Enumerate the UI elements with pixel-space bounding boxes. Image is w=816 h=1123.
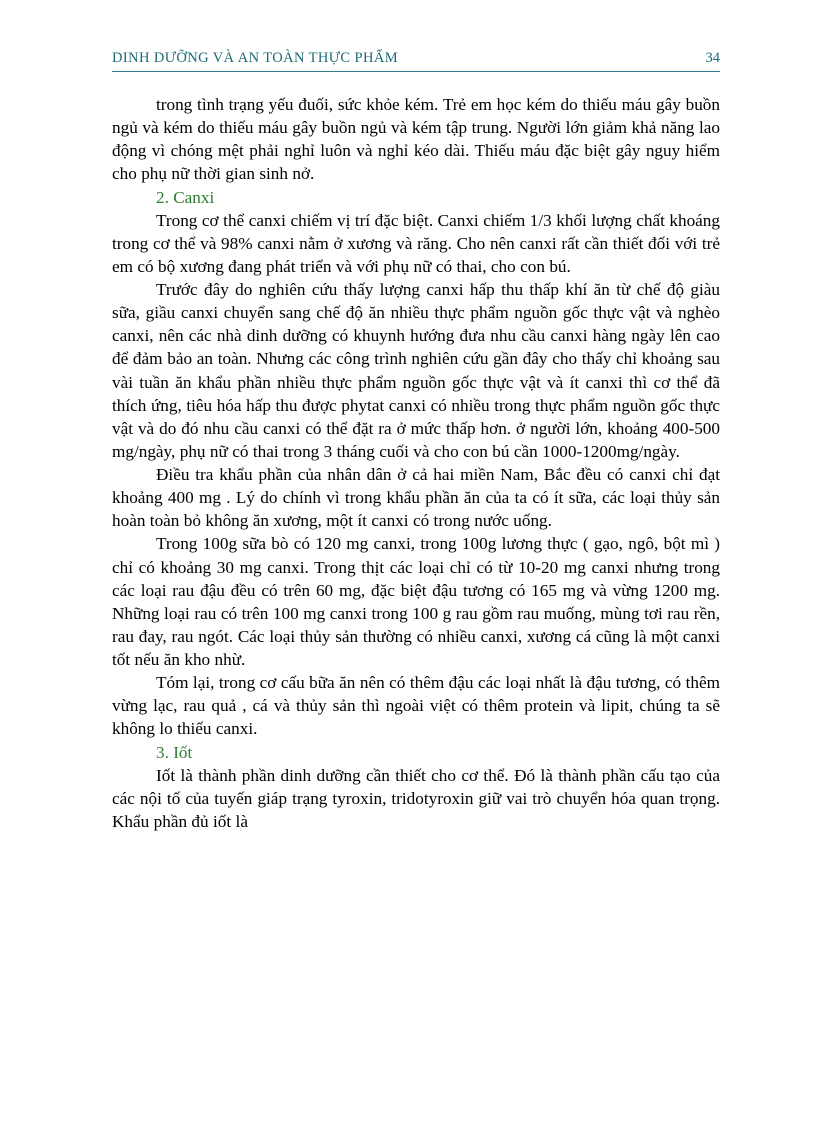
page-header bbox=[112, 50, 720, 72]
header-title: DINH DƯỠNG VÀ AN TOÀN THỰC PHẨM bbox=[112, 50, 398, 66]
paragraph: Tóm lại, trong cơ cấu bữa ăn nên có thêm đậu các loại nhất là đậu tương, có thêm vừng lạc, rau quả , cá và thủy sản thì ngoài việt có thêm protein và lipit, chúng ta sẽ không lo thiếu canxi. bbox=[112, 673, 720, 739]
page-content bbox=[112, 50, 720, 833]
header-page-number: 34 bbox=[705, 50, 720, 66]
paragraph: Trước đây do nghiên cứu thấy lượng canxi hấp thu thấp khí ăn từ chế độ giàu sữa, giầu canxi chuyển sang chế độ ăn nhiều thực phẩm nguồn gốc thực vật và nghèo canxi, nên các nhà dinh dưỡng có khuynh hướng đưa nhu cầu canxi hàng ngày lên cao để đảm bảo an toàn. Nhưng các công trình nghiên cứu gần đây cho thấy chỉ khoảng sau vài tuần ăn khẩu phần nhiều thực phẩm nguồn gốc thực vật và ít canxi thì cơ thể đã thích ứng, tiêu hóa hấp thu được phytat canxi có nhiều trong thực phẩm nguồn gốc thực vật và do đó nhu cầu canxi có thể đặt ra ở mức thấp hơn. ở người lớn, khoảng 400-500 mg/ngày, phụ nữ có thai trong 3 tháng cuối và cho con bú cần 1000-1200mg/ngày. bbox=[112, 280, 720, 461]
paragraph: Trong cơ thể canxi chiếm vị trí đặc biệt. Canxi chiếm 1/3 khối lượng chất khoáng trong cơ thể và 98% canxi nằm ở xương và răng. Cho nên canxi rất cần thiết đối với trẻ em có bộ xương đang phát triển và với phụ nữ có thai, cho con bú. bbox=[112, 210, 720, 276]
paragraph: trong tình trạng yếu đuối, sức khỏe kém. Trẻ em học kém do thiếu máu gây buồn ngủ và kém do thiếu máu gây buồn ngủ và kém tập trung. Người lớn giảm khả năng lao động vì chóng mệt phải nghỉ luôn và nghỉ kéo dài. Thiếu máu đặc biệt gây nguy hiểm cho phụ nữ thời gian sinh nở. bbox=[112, 95, 720, 184]
section-heading-canxi: 2. Canxi bbox=[156, 187, 215, 207]
paragraph: Điều tra khẩu phần của nhân dân ở cả hai miền Nam, Bắc đều có canxi chỉ đạt khoảng 400 mg . Lý do chính vì trong khẩu phần ăn của ta có ít sữa, các loại thủy sản hoàn toàn bỏ không ăn xương, một ít canxi có trong nước uống. bbox=[112, 465, 720, 531]
paragraph: Trong 100g sữa bò có 120 mg canxi, trong 100g lương thực ( gạo, ngô, bột mì ) chỉ có khoảng 30 mg canxi. Trong thịt các loại chỉ có từ 10-20 mg canxi nhưng trong các loại rau đậu đều có trên 60 mg, đặc biệt đậu tương có 165 mg và vừng 1200 mg. Những loại rau có trên 100 mg canxi trong 100 g rau gồm rau muống, mùng tơi rau rền, rau đay, rau ngót. Các loại thủy sản thường có nhiều canxi, xương cá cũng là một canxi tốt nếu ăn kho nhừ. bbox=[112, 534, 720, 669]
paragraph: Iốt là thành phần dinh dưỡng cần thiết cho cơ thể. Đó là thành phần cấu tạo của các nội tố của tuyến giáp trạng tyroxin, tridotyroxin giữ vai trò chuyển hóa quan trọng. Khẩu phần đủ iốt là bbox=[112, 765, 720, 831]
section-heading-iot: 3. Iốt bbox=[156, 742, 193, 762]
document-body bbox=[112, 93, 720, 833]
